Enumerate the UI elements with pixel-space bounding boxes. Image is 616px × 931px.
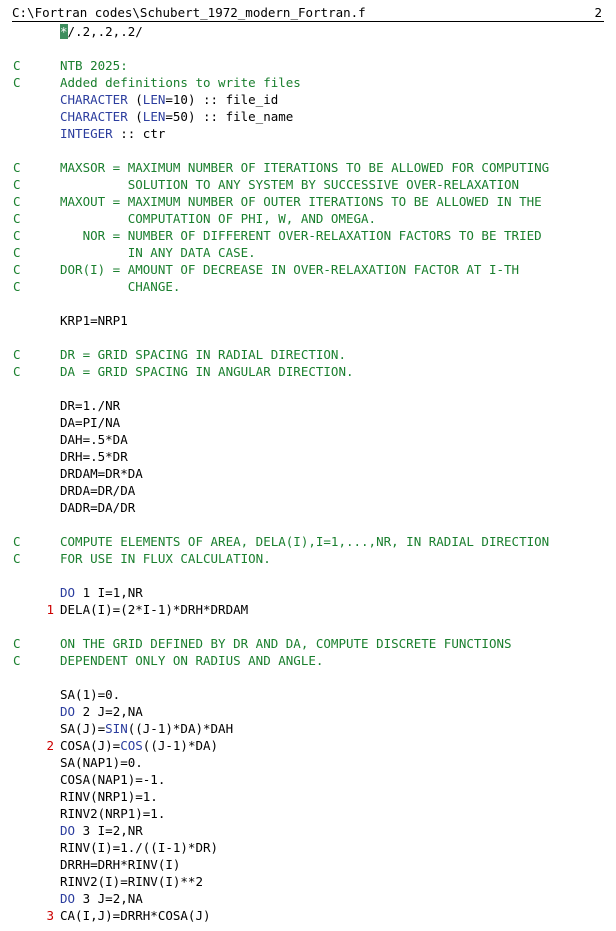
code-token: RINV2(NRP1)=1. xyxy=(60,806,166,821)
code-token: COSA(NAP1)=-1. xyxy=(60,772,166,787)
page-number: 2 xyxy=(594,5,602,20)
code-text xyxy=(60,193,542,210)
code-line[interactable] xyxy=(0,142,616,159)
code-text xyxy=(60,499,135,516)
keyword-token: COS xyxy=(120,738,143,753)
code-line[interactable] xyxy=(0,499,616,516)
code-text xyxy=(60,448,128,465)
code-text xyxy=(60,686,120,703)
code-token: ( xyxy=(127,92,143,107)
keyword-token: CHARACTER xyxy=(60,109,128,124)
statement-label: 3 xyxy=(46,908,54,923)
code-token: DR=1./NR xyxy=(60,398,121,413)
code-text xyxy=(60,737,218,754)
comment-marker: C xyxy=(13,551,21,566)
code-line[interactable] xyxy=(0,244,616,261)
comment-text: NOR = NUMBER OF DIFFERENT OVER-RELAXATION FACTORS TO BE TRIED xyxy=(60,228,542,243)
comment-text: DEPENDENT ONLY ON RADIUS AND ANGLE. xyxy=(60,653,324,668)
code-token: RINV(I)=1./((I-1)*DR) xyxy=(60,840,219,855)
code-token: DRDA=DR/DA xyxy=(60,483,136,498)
code-line[interactable] xyxy=(0,295,616,312)
code-text xyxy=(60,108,293,125)
code-token: DRRH=DRH*RINV(I) xyxy=(60,857,181,872)
code-line[interactable] xyxy=(0,533,616,550)
code-token: /.2,.2,.2/ xyxy=(67,24,143,39)
code-text xyxy=(60,261,519,278)
code-line[interactable] xyxy=(0,414,616,431)
code-line[interactable] xyxy=(0,482,616,499)
code-token: CA(I,J)=DRRH*COSA(J) xyxy=(60,908,211,923)
code-line[interactable] xyxy=(0,448,616,465)
code-line[interactable] xyxy=(0,839,616,856)
keyword-token: SIN xyxy=(105,721,128,736)
code-token: 3 J=2,NA xyxy=(75,891,143,906)
comment-text: IN ANY DATA CASE. xyxy=(60,245,256,260)
keyword-token: LEN xyxy=(142,109,166,124)
comment-text: COMPUTE ELEMENTS OF AREA, DELA(I),I=1,...,NR, IN RADIAL DIRECTION xyxy=(60,534,550,549)
code-text xyxy=(60,363,354,380)
comment-text: CHANGE. xyxy=(60,279,181,294)
code-token: 3 I=2,NR xyxy=(75,823,143,838)
code-text xyxy=(60,856,180,873)
comment-marker: C xyxy=(13,160,21,175)
code-line[interactable] xyxy=(0,465,616,482)
file-path: C:\Fortran codes\Schubert_1972_modern_Fortran.f xyxy=(12,5,366,20)
comment-marker: C xyxy=(13,228,21,243)
keyword-token: DO xyxy=(60,891,76,906)
keyword-token: DO xyxy=(60,704,76,719)
keyword-token: DO xyxy=(60,585,76,600)
code-token: DELA(I)=(2*I-1)*DRH*DRDAM xyxy=(60,602,249,617)
code-token: 2 J=2,NA xyxy=(75,704,143,719)
code-listing[interactable] xyxy=(0,23,616,924)
code-text xyxy=(60,805,165,822)
code-line[interactable] xyxy=(0,754,616,771)
code-text xyxy=(60,601,248,618)
code-token: SA(1)=0. xyxy=(60,687,121,702)
code-token: DAH=.5*DA xyxy=(60,432,128,447)
code-line[interactable] xyxy=(0,23,616,40)
code-line[interactable] xyxy=(0,380,616,397)
code-line[interactable] xyxy=(0,686,616,703)
code-text xyxy=(60,873,203,890)
code-text xyxy=(60,822,143,839)
code-token: SA(J)= xyxy=(60,721,106,736)
code-token: DA=PI/NA xyxy=(60,415,121,430)
code-text xyxy=(60,159,549,176)
code-text xyxy=(60,771,165,788)
comment-marker: C xyxy=(13,75,21,90)
code-line[interactable] xyxy=(0,856,616,873)
code-token: ( xyxy=(127,109,143,124)
code-token: KRP1=NRP1 xyxy=(60,313,128,328)
code-line[interactable] xyxy=(0,567,616,584)
statement-label: 1 xyxy=(46,602,54,617)
comment-marker: C xyxy=(13,177,21,192)
statement-label: 2 xyxy=(46,738,54,753)
code-text xyxy=(60,57,128,74)
code-line[interactable] xyxy=(0,907,616,924)
code-line[interactable] xyxy=(0,873,616,890)
comment-text: ON THE GRID DEFINED BY DR AND DA, COMPUTE DISCRETE FUNCTIONS xyxy=(60,636,512,651)
code-line[interactable] xyxy=(0,176,616,193)
code-line[interactable] xyxy=(0,822,616,839)
keyword-token: INTEGER xyxy=(60,126,113,141)
code-text xyxy=(60,703,143,720)
comment-text: COMPUTATION OF PHI, W, AND OMEGA. xyxy=(60,211,377,226)
code-token: ((J-1)*DA)*DAH xyxy=(127,721,234,736)
code-line[interactable] xyxy=(0,805,616,822)
code-token: SA(NAP1)=0. xyxy=(60,755,143,770)
code-line[interactable] xyxy=(0,635,616,652)
comment-marker: C xyxy=(13,211,21,226)
keyword-token: DO xyxy=(60,823,76,838)
comment-marker: C xyxy=(13,194,21,209)
code-token: RINV2(I)=RINV(I)**2 xyxy=(60,874,203,889)
comment-text: DA = GRID SPACING IN ANGULAR DIRECTION. xyxy=(60,364,354,379)
code-line[interactable] xyxy=(0,193,616,210)
code-text xyxy=(60,907,211,924)
code-line[interactable] xyxy=(0,890,616,907)
code-text xyxy=(60,414,120,431)
code-text xyxy=(60,346,346,363)
code-line[interactable] xyxy=(0,210,616,227)
comment-text: NTB 2025: xyxy=(60,58,128,73)
code-token: :: ctr xyxy=(112,126,166,141)
code-line[interactable] xyxy=(0,57,616,74)
keyword-token: CHARACTER xyxy=(60,92,128,107)
text-cursor: * xyxy=(60,24,68,39)
code-token: COSA(J)= xyxy=(60,738,121,753)
comment-marker: C xyxy=(13,364,21,379)
code-text xyxy=(60,652,323,669)
code-text xyxy=(60,482,135,499)
code-token: ((J-1)*DA) xyxy=(142,738,219,753)
code-token: DADR=DA/DR xyxy=(60,500,136,515)
code-line[interactable] xyxy=(0,74,616,91)
code-text xyxy=(60,176,519,193)
code-token: 1 I=1,NR xyxy=(75,585,143,600)
comment-text: MAXSOR = MAXIMUM NUMBER OF ITERATIONS TO BE ALLOWED FOR COMPUTING xyxy=(60,160,550,175)
code-line[interactable] xyxy=(0,40,616,57)
comment-text: SOLUTION TO ANY SYSTEM BY SUCCESSIVE OVER-RELAXATION xyxy=(60,177,520,192)
keyword-token: LEN xyxy=(142,92,166,107)
code-line[interactable] xyxy=(0,703,616,720)
code-line[interactable] xyxy=(0,516,616,533)
comment-marker: C xyxy=(13,636,21,651)
code-line[interactable] xyxy=(0,550,616,567)
code-text xyxy=(60,754,143,771)
code-text xyxy=(60,23,143,40)
code-text xyxy=(60,312,128,329)
code-text xyxy=(60,788,158,805)
code-line[interactable] xyxy=(0,618,616,635)
code-text xyxy=(60,74,301,91)
code-text xyxy=(60,584,143,601)
code-text xyxy=(60,227,542,244)
comment-text: DOR(I) = AMOUNT OF DECREASE IN OVER-RELAXATION FACTOR AT I-TH xyxy=(60,262,520,277)
code-text xyxy=(60,210,376,227)
code-line[interactable] xyxy=(0,312,616,329)
comment-marker: C xyxy=(13,262,21,277)
code-line[interactable] xyxy=(0,329,616,346)
comment-marker: C xyxy=(13,347,21,362)
code-line[interactable] xyxy=(0,125,616,142)
code-text xyxy=(60,91,278,108)
code-text xyxy=(60,125,165,142)
code-line[interactable] xyxy=(0,652,616,669)
comment-marker: C xyxy=(13,58,21,73)
code-line[interactable] xyxy=(0,669,616,686)
comment-text: DR = GRID SPACING IN RADIAL DIRECTION. xyxy=(60,347,346,362)
code-line[interactable] xyxy=(0,227,616,244)
code-token: =10) :: file_id xyxy=(165,92,279,107)
code-line[interactable] xyxy=(0,737,616,754)
comment-marker: C xyxy=(13,653,21,668)
code-token: =50) :: file_name xyxy=(165,109,294,124)
code-line[interactable] xyxy=(0,159,616,176)
code-line[interactable] xyxy=(0,601,616,618)
code-text xyxy=(60,244,256,261)
comment-marker: C xyxy=(13,279,21,294)
code-text xyxy=(60,720,233,737)
code-text xyxy=(60,839,218,856)
code-line[interactable] xyxy=(0,278,616,295)
code-token: DRDAM=DR*DA xyxy=(60,466,143,481)
code-line[interactable] xyxy=(0,108,616,125)
code-text xyxy=(60,431,128,448)
comment-text: FOR USE IN FLUX CALCULATION. xyxy=(60,551,271,566)
document-header xyxy=(12,4,604,22)
code-line[interactable] xyxy=(0,397,616,414)
code-text xyxy=(60,533,549,550)
comment-text: MAXOUT = MAXIMUM NUMBER OF OUTER ITERATIONS TO BE ALLOWED IN THE xyxy=(60,194,542,209)
code-token: DRH=.5*DR xyxy=(60,449,128,464)
code-line[interactable] xyxy=(0,788,616,805)
comment-text: Added definitions to write files xyxy=(60,75,301,90)
code-text xyxy=(60,397,120,414)
code-line[interactable] xyxy=(0,363,616,380)
code-text xyxy=(60,890,143,907)
code-line[interactable] xyxy=(0,584,616,601)
code-token: RINV(NRP1)=1. xyxy=(60,789,158,804)
code-line[interactable] xyxy=(0,346,616,363)
code-line[interactable] xyxy=(0,431,616,448)
code-text xyxy=(60,278,180,295)
code-line[interactable] xyxy=(0,771,616,788)
code-text xyxy=(60,550,271,567)
comment-marker: C xyxy=(13,534,21,549)
code-line[interactable] xyxy=(0,720,616,737)
code-line[interactable] xyxy=(0,261,616,278)
code-text xyxy=(60,635,512,652)
code-line[interactable] xyxy=(0,91,616,108)
comment-marker: C xyxy=(13,245,21,260)
code-text xyxy=(60,465,143,482)
